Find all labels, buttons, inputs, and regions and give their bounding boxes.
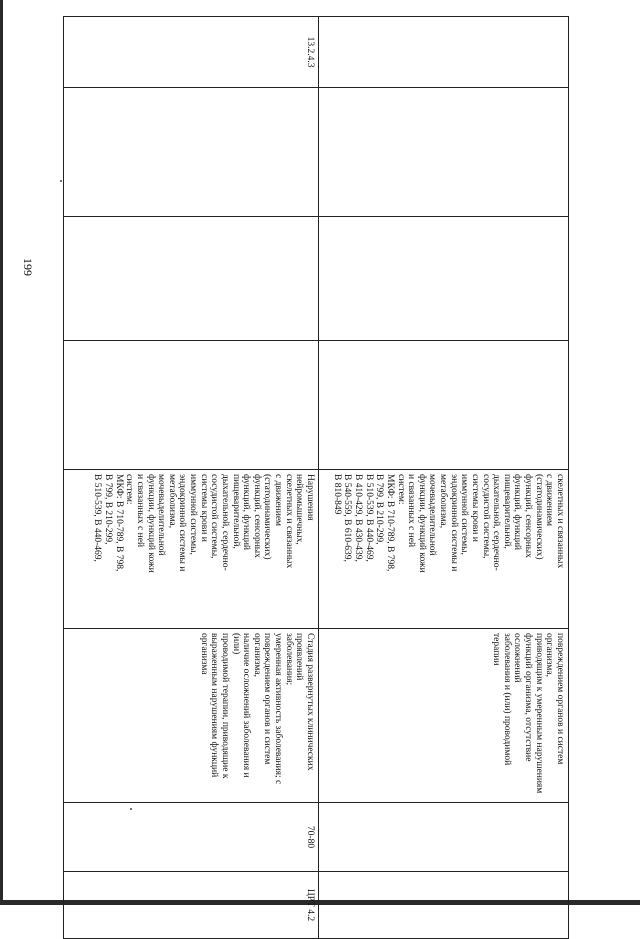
document-table xyxy=(63,16,569,939)
criteria-cell: повреждением органов и систем организма, приводящим к умеренным нарушениям функций организма, отсутствие осложнений заболевания и (или) проводимой терапии xyxy=(319,629,569,803)
illness-cell: скелетных и связанных с движением (статодинамических) функций, сенсорных функций, функций пищеварительной, дыхательной, сердечно- сосудистой системы, системы крови и иммунной системы, эндокринной системы и метаболизма, мочевыделительной функции, функций кожи и связанных с ней систем: МКФ: В 710-789, В 798, В 799, В 210-299, В 510-539, В 440-469, В 410-429, В 430-439, В 540-559, В 610-639, В 810-849 xyxy=(319,470,569,629)
empty-cell xyxy=(64,88,319,217)
table-rotation-frame xyxy=(64,16,569,922)
illness-cell: Нарушения нейромышечных, скелетных и связанных с движением (статодинамических) функций, сенсорных функций, функций пищеварительной, дыхательной, сердечно- сосудистой системы, системы крови и иммунной системы, эндокринной системы и метаболизма, мочевыделительной функции, функций кожи и связанных с ней систем: МКФ: В 710-789, В 798, В 799, В 210-299, В 510-539, В 440-469, xyxy=(64,470,319,629)
table-row xyxy=(319,17,569,939)
code-cell xyxy=(319,17,569,88)
reference-cell xyxy=(319,872,569,939)
table-row xyxy=(64,17,319,939)
criteria-cell: Стадия развернутых клинических проявлений заболевания; умеренная активность заболевания; с повреждением органов и систем организма, наличие осложнений заболевания и (или) проводимой терапии, приводящие к выраженным нарушениям функций организма xyxy=(64,629,319,803)
empty-cell xyxy=(319,217,569,341)
percent-cell: 70-80 xyxy=(64,803,319,872)
code-cell: 13.2.4.3 xyxy=(64,17,319,88)
empty-cell xyxy=(64,341,319,470)
empty-cell xyxy=(64,217,319,341)
percent-cell xyxy=(319,803,569,872)
reference-cell: ЦРТ 4.2 xyxy=(64,872,319,939)
empty-cell xyxy=(319,341,569,470)
page-number: 199 xyxy=(21,258,35,276)
empty-cell xyxy=(319,88,569,217)
